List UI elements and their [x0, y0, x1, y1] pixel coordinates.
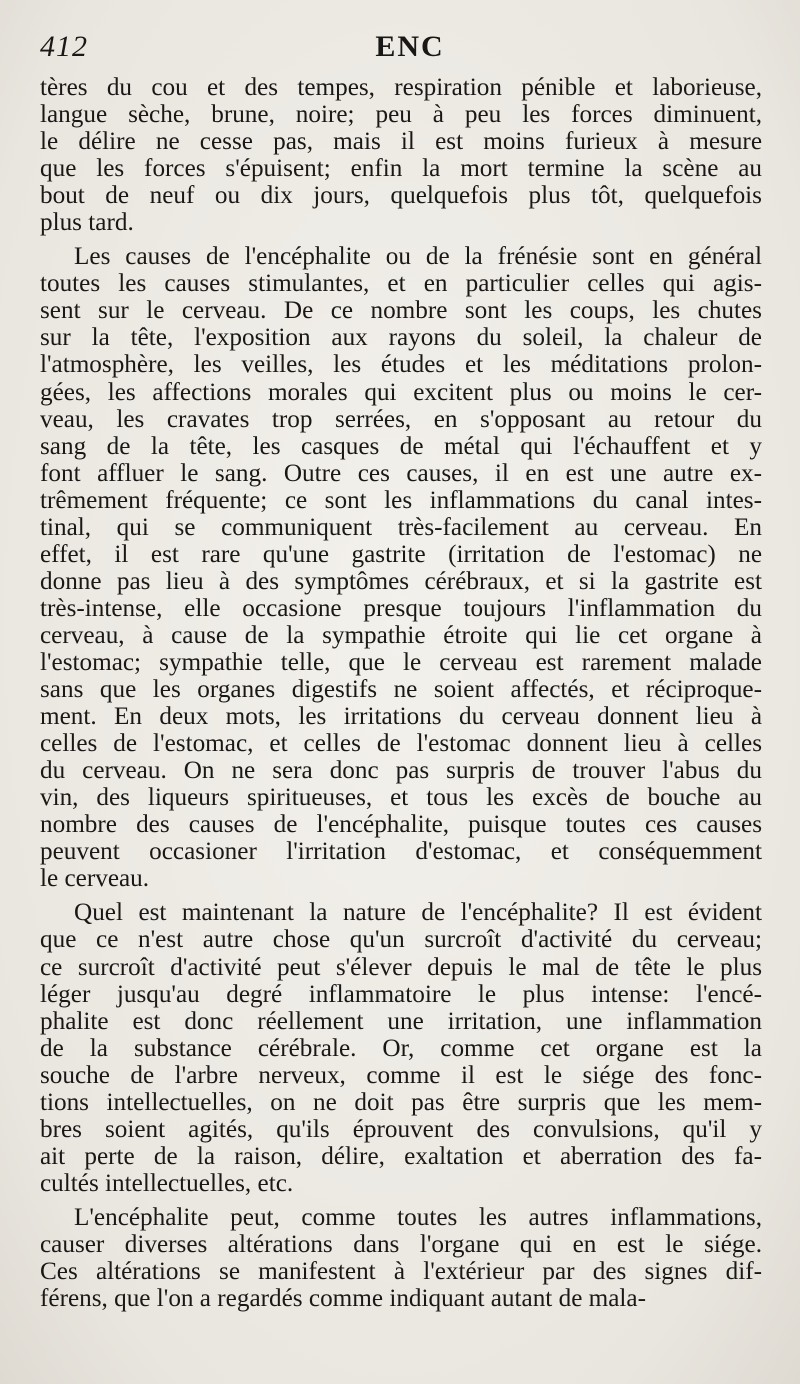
- text-line: bout de neuf ou dix jours, quelquefois plus tôt, quelquefois: [40, 182, 762, 210]
- text-line: tinal, qui se communiquent très-facilement au cerveau. En: [40, 513, 762, 541]
- text-line: que ce n'est autre chose qu'un surcroît d'activité du cerveau;: [40, 926, 762, 954]
- text-line: cerveau, à cause de la sympathie étroite qui lie cet organe à: [40, 621, 762, 649]
- text-line: souche de l'arbre nerveux, comme il est le siége des fonc-: [40, 1061, 762, 1089]
- text-line: veau, les cravates trop serrées, en s'opposant au retour du: [40, 405, 762, 433]
- text-line: le délire ne cesse pas, mais il est moins furieux à mesure: [40, 128, 762, 156]
- text-line: L'encéphalite peut, comme toutes les autres inflammations,: [74, 1203, 762, 1231]
- text-line: vin, des liqueurs spiritueuses, et tous les excès de bouche au: [40, 784, 762, 812]
- page-number: 412: [40, 30, 88, 63]
- paragraph: [40, 74, 762, 236]
- text-line: Les causes de l'encéphalite ou de la frénésie sont en général: [74, 243, 762, 271]
- text-line: bres soient agités, qu'ils éprouvent des convulsions, qu'il y: [40, 1115, 762, 1143]
- text-line: font affluer le sang. Outre ces causes, il en est une autre ex-: [40, 459, 762, 487]
- paragraph: [40, 899, 762, 1197]
- text-line: sans que les organes digestifs ne soient affectés, et réciproque-: [40, 676, 762, 704]
- text-line: tères du cou et des tempes, respiration pénible et laborieuse,: [40, 74, 762, 101]
- text-line: ait perte de la raison, délire, exaltation et aberration des fa-: [40, 1142, 762, 1170]
- text-line: ce surcroît d'activité peut s'élever depuis le mal de tête le plus: [40, 953, 762, 981]
- text-line: gées, les affections morales qui excitent plus ou moins le cer-: [40, 378, 762, 406]
- text-line: de la substance cérébrale. Or, comme cet organe est la: [40, 1034, 762, 1062]
- text-line: toutes les causes stimulantes, et en particulier celles qui agis-: [40, 270, 762, 298]
- text-line: phalite est donc réellement une irritation, une inflammation: [40, 1007, 762, 1035]
- text-line: Quel est maintenant la nature de l'encéphalite? Il est évident: [74, 899, 762, 927]
- text-line: trêmement fréquente; ce sont les inflammations du canal intes-: [40, 486, 762, 514]
- paragraph: [40, 243, 762, 892]
- page-header: [40, 30, 760, 74]
- text-line: effet, il est rare qu'une gastrite (irritation de l'estomac) ne: [40, 540, 762, 568]
- text-line: l'atmosphère, les veilles, les études et les méditations prolon-: [40, 351, 762, 379]
- text-line: Ces altérations se manifestent à l'extérieur par des signes dif-: [40, 1258, 762, 1286]
- text-line: causer diverses altérations dans l'organe qui en est le siége.: [40, 1230, 762, 1258]
- text-line: nombre des causes de l'encéphalite, puisque toutes ces causes: [40, 811, 762, 839]
- text-line: celles de l'estomac, et celles de l'estomac donnent lieu à celles: [40, 730, 762, 758]
- text-line: très-intense, elle occasione presque toujours l'inflammation du: [40, 594, 762, 622]
- running-head: ENC: [375, 30, 445, 63]
- text-line: du cerveau. On ne sera donc pas surpris de trouver l'abus du: [40, 757, 762, 785]
- text-line: tions intellectuelles, on ne doit pas être surpris que les mem-: [40, 1088, 762, 1116]
- text-line: plus tard.: [40, 209, 134, 237]
- text-line: le cerveau.: [40, 865, 150, 893]
- text-line: sur la tête, l'exposition aux rayons du soleil, la chaleur de: [40, 324, 762, 352]
- text-line: ment. En deux mots, les irritations du cerveau donnent lieu à: [40, 703, 762, 731]
- text-line: peuvent occasioner l'irritation d'estomac, et conséquemment: [40, 838, 762, 866]
- text-line: sent sur le cerveau. De ce nombre sont les coups, les chutes: [40, 297, 762, 325]
- paragraph: [40, 1204, 762, 1312]
- body-text: [40, 74, 762, 1319]
- text-line: cultés intellectuelles, etc.: [40, 1169, 294, 1197]
- text-line: donne pas lieu à des symptômes cérébraux, et si la gastrite est: [40, 567, 762, 595]
- text-line: léger jusqu'au degré inflammatoire le plus intense: l'encé-: [40, 980, 762, 1008]
- text-line: férens, que l'on a regardés comme indiquant autant de mala-: [40, 1285, 647, 1313]
- text-line: que les forces s'épuisent; enfin la mort termine la scène au: [40, 155, 762, 183]
- text-line: sang de la tête, les casques de métal qui l'échauffent et y: [40, 432, 762, 460]
- text-line: l'estomac; sympathie telle, que le cerveau est rarement malade: [40, 648, 762, 676]
- text-line: langue sèche, brune, noire; peu à peu les forces diminuent,: [40, 101, 762, 129]
